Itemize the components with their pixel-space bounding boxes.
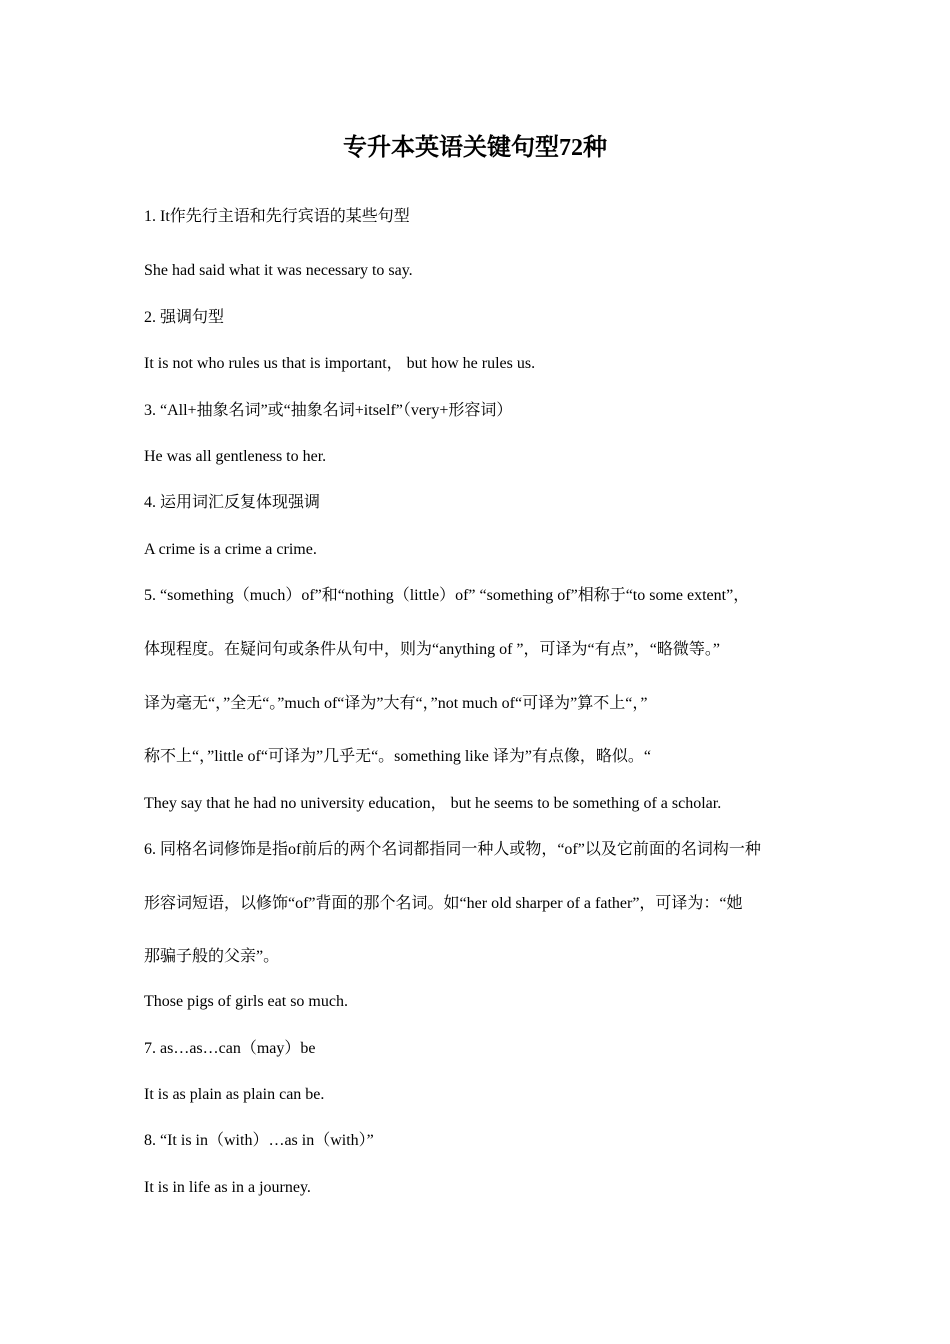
heading-5-line-4: 称不上“，”little of“可译为”几乎无“。something like 译为”有点像，略似。“ <box>144 748 652 765</box>
heading-8: 8. “It is in（with）…as in（with）” <box>144 1132 374 1149</box>
heading-1: 1. It作先行主语和先行宾语的某些句型 <box>144 208 410 225</box>
heading-5-line-3: 译为毫无“，”全无“。”much of“译为”大有“，”not much of“可译为”算不上“，” <box>144 695 648 712</box>
heading-2: 2. 强调句型 <box>144 309 225 326</box>
example-8: It is in life as in a journey. <box>144 1179 311 1196</box>
example-3: He was all gentleness to her. <box>144 448 327 465</box>
heading-6-line-1: 6. 同格名词修饰是指of前后的两个名词都指同一种人或物，“of”以及它前面的名词构一种 <box>144 841 761 858</box>
example-7: It is as plain as plain can be. <box>144 1086 325 1103</box>
heading-7: 7. as…as…can（may）be <box>144 1040 316 1057</box>
heading-3: 3. “All+抽象名词”或“抽象名词+itself”（very+形容词） <box>144 402 513 419</box>
example-4: A crime is a crime a crime. <box>144 541 317 558</box>
heading-6-line-3: 那骗子般的父亲”。 <box>144 948 280 965</box>
example-6: Those pigs of girls eat so much. <box>144 993 348 1010</box>
example-5: They say that he had no university education， but he seems to be something of a scholar. <box>144 795 722 812</box>
heading-5-line-1: 5. “something（much）of”和“nothing（little）of” “something of”相称于“to some extent”， <box>144 587 750 604</box>
heading-6-line-2: 形容词短语，以修饰“of”背面的那个名词。如“her old sharper of a father”，可译为：“她 <box>144 895 743 912</box>
document-title: 专升本英语关键句型72种 <box>343 135 607 161</box>
example-2: It is not who rules us that is important， but how he rules us. <box>144 355 536 372</box>
heading-5-line-2: 体现程度。在疑问句或条件从句中，则为“anything of ”，可译为“有点”，“略微等。” <box>144 641 720 658</box>
heading-4: 4. 运用词汇反复体现强调 <box>144 494 321 511</box>
example-1: She had said what it was necessary to say. <box>144 262 413 279</box>
